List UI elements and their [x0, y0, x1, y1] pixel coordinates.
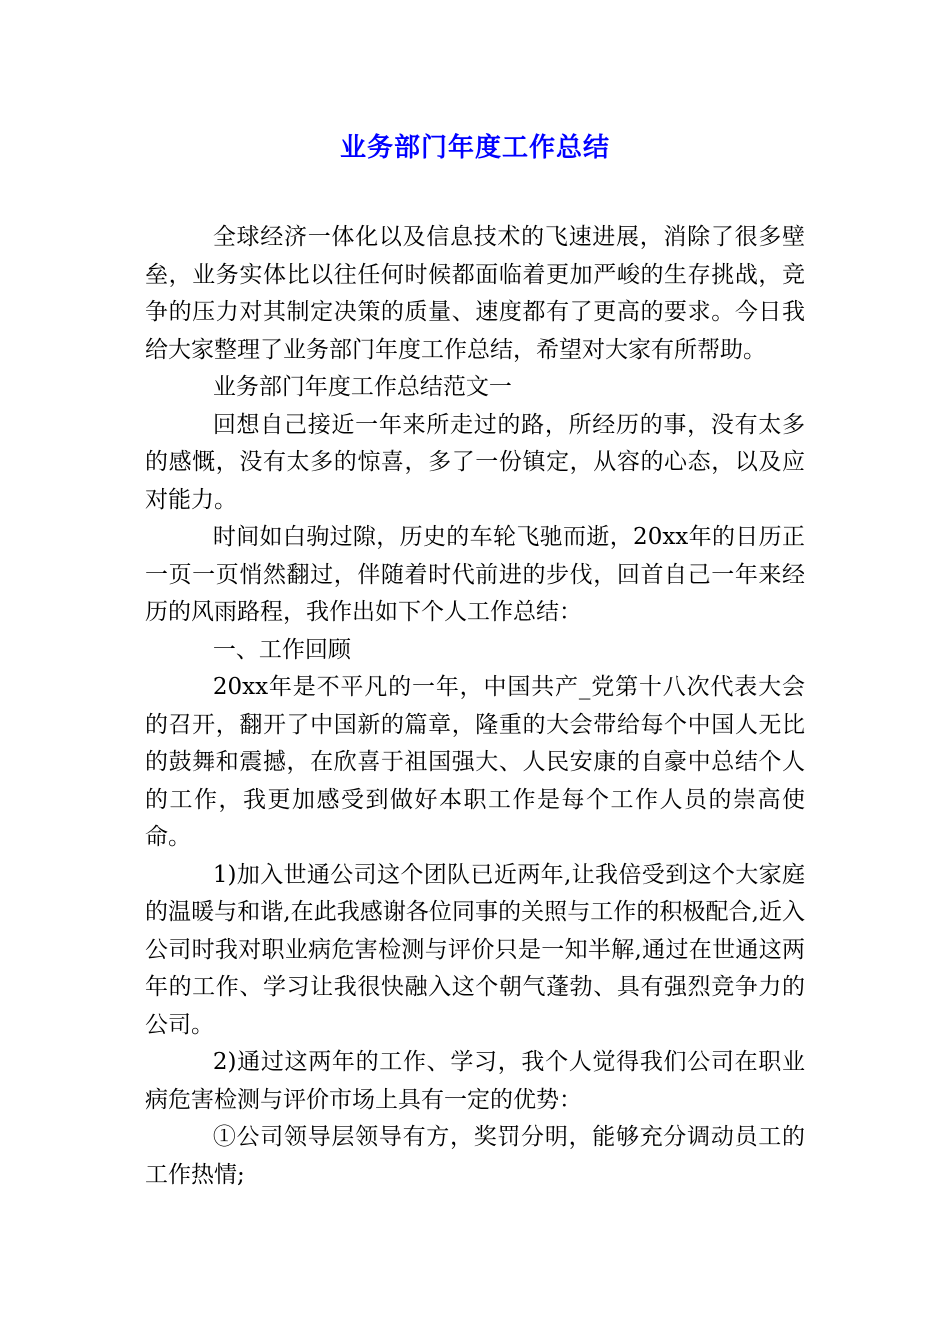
numbered-item-1: 1)加入世通公司这个团队已近两年,让我倍受到这个大家庭的温暖与和谐,在此我感谢各位同事的关照与工作的积极配合,近入公司时我对职业病危害检测与评价只是一知半解,通过在世通这两年的工作、学习让我很快融入这个朝气蓬勃、具有强烈竞争力的公司。: [145, 861, 805, 1038]
numbered-item-2: 2)通过这两年的工作、学习，我个人觉得我们公司在职业病危害检测与评价市场上具有一定的优势：: [145, 1049, 805, 1113]
circled-item-1: ①公司领导层领导有方，奖罚分明，能够充分调动员工的工作热情;: [145, 1124, 805, 1188]
body-paragraph: 20xx年是不平凡的一年，中国共产_党第十八次代表大会的召开，翻开了中国新的篇章，隆重的大会带给每个中国人无比的鼓舞和震撼，在欣喜于祖国强大、人民安康的自豪中总结个人的工作，我更加感受到做好本职工作是每个工作人员的崇高使命。: [145, 674, 805, 850]
document-body: [145, 219, 805, 1194]
section-heading-work-review: 一、工作回顾: [212, 636, 351, 663]
document-title: 业务部门年度工作总结: [339, 133, 610, 163]
body-paragraph: 时间如白驹过隙，历史的车轮飞驰而逝，20xx年的日历正一页一页悄然翻过，伴随着时代前进的步伐，回首自己一年来经历的风雨路程，我作出如下个人工作总结：: [145, 524, 805, 625]
body-paragraph: 回想自己接近一年来所走过的路，所经历的事，没有太多的感慨，没有太多的惊喜，多了一份镇定，从容的心态，以及应对能力。: [145, 411, 805, 513]
intro-paragraph: 全球经济一体化以及信息技术的飞速进展，消除了很多壁垒，业务实体比以往任何时候都面临着更加严峻的生存挑战，竞争的压力对其制定决策的质量、速度都有了更高的要求。今日我给大家整理了业务部门年度工作总结，希望对大家有所帮助。: [145, 224, 805, 363]
section-heading-sample-one: 业务部门年度工作总结范文一: [212, 374, 512, 400]
